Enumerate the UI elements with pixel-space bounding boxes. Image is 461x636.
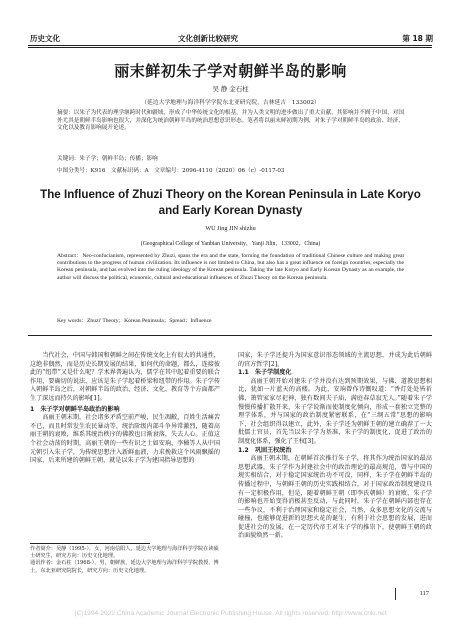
keywords-en: Key words：Zhuzi' Theory；Korean Peninsula；Spread；Influence xyxy=(57,318,212,324)
classification: 中图分类号：K916 文献标识码：A 文章编号：2096-4110（2020）06（c）-0117-03 xyxy=(57,168,285,174)
header-rule-thin xyxy=(28,47,432,48)
footnote-author: 作者简介：吴静（1995-），女，河南信阳人，延边大学地理与海洋科学学院在读硕士研究生，研究方向：历史文化地理。 xyxy=(30,546,219,560)
right-paragraph-1: 国家，朱子学还提升为国家意识形态领域的主流思想，并成为此后朝鲜的官方哲学[2]。 xyxy=(238,352,432,368)
footnote-corresponding-author: 通讯作者：金石柱（1968-），男，朝鲜族，延边大学地理与海洋科学学院教授，博士，东北亚研究院院长，研究方向：历史文化地理。 xyxy=(30,560,219,574)
left-column xyxy=(30,352,220,466)
section-heading-1-2: 1.2 巩固王权统治 xyxy=(238,446,292,454)
right-paragraph-3: 高丽王朝末期，在朝鲜首次推行朱子学，将其作为统治国家的最高思想武器，朱子学作为封建社会中的政治理论的最高规范，曾与中国的规实相结合，对于稳定国家统治功不可没，同样，朱子学在朝鲜半岛的传播过程中，与朝鲜王朝的历史实践相结合，对于国家政治制度建设具有一定积极作用，但是，随着朝鲜王朝（即李氏朝鲜）的衰败，朱子学的影响也开始变得消极甚至反动，与此同时，朱子学在朝鲜内部也存在一些争议，不利于治理国家和稳定社会，当然，众多思想文化的交流与碰撞，也能够促进新的思想火花的诞生，有利于社会思想的发展，进而促进社会的发展，在一定历代帝王对朱子学的推崇下，使朝鲜王朝的政治面貌焕然一新。 xyxy=(238,455,432,540)
header-center: 文化创新比较研究 xyxy=(178,34,238,43)
footnote-rule xyxy=(30,543,150,544)
right-paragraph-2: 高丽王朝开始对建朱子学并没有达到预期效果，与佛、道教思想相比，犹如一片蓝天的高楼。为此，安珦曾作诗慨叹道：“香灯处处皆祈佛，箫管家家尽祀神，独有数间夫子庙，满庭春草寂无人。”随着朱子学慢慢传播扩散开来，朱子学说渐而使制度化倾向，形成一套独立完整的理学体系，并与国家的政治制度紧密联系，在“三纲五常”思想的影响下，社会组织得以建立，此外，朱子学还为朝鲜王朝的建立确荐了一大批儒士官员，首先当以朱子学为基准，朱子学的制度化，促进了政治的制度化体系，强化了王权[3]。 xyxy=(238,377,432,445)
section-heading-1: 1 朱子学对朝鲜半岛政治的影响 xyxy=(30,405,120,413)
right-column xyxy=(238,352,432,541)
header-left: 历史文化 xyxy=(30,34,60,43)
page-number: 117 xyxy=(419,590,429,597)
affiliation-zh: （延边大学地理与海洋科学学院东北亚研究院，吉林延吉 133002） xyxy=(141,100,320,106)
title-en: The Influence of Zhuzi Theory on the Korean Peninsula in Late Koryo and Early Korean Dynasty xyxy=(40,188,421,217)
abstract-zh: 摘要：以朱子为代表的理学继跨时代和疆域，形成了中华传统文化的根基，并为人类文明的进步做出了重大贡献，其影响并不囿于中国，对国外尤其是朝鲜半岛影响也很大，并深化为统治朝鲜半岛的统治思想意识形态。笔者将以丽末鲜初期为例，对朱子学对朝鲜半岛的政治、经济、文化以及教育影响展开论述。 xyxy=(57,110,404,132)
abstract-en: Abstract：Neo-confucianism, represented by Zhuzi, spans the era and the state, forming the foundation of traditional Chinese culture and making great contributions to the progress of human civilization. Its influence is not limited to China, but also has a great influence on foreign countries, especially the Korean peninsula, and has evolved into the ruling ideology of the Korean peninsula. Taking the late Koryo and Early Korean Dynasty as an example, the author will discuss the political, economic, cultural and educational influences of Zhuzi Theory on the Korean peninsula. xyxy=(57,253,404,281)
copyright-footer: (C)1994-2022 China Academic Journal Electronic Publishing House. All rights reserved. http://www.cnki.net xyxy=(74,610,387,617)
section-rule xyxy=(28,335,432,336)
authors-zh: 吴 静 金石柱 xyxy=(212,85,249,93)
footnote xyxy=(30,546,220,575)
affiliation-en: (Geographical College of Yanbian University，Yanji Jilin，133002，China) xyxy=(140,241,321,247)
keywords-zh: 关键词：朱子学；朝鲜半岛；传播；影响 xyxy=(57,156,158,162)
header-rule xyxy=(28,45,432,46)
title-zh: 丽末鲜初朱子学对朝鲜半岛的影响 xyxy=(114,62,347,80)
page-number-box xyxy=(395,588,432,600)
left-paragraph-2: 高丽王朝末期，社会诸多矛盾空前严峻，民生凋敝，百姓生活痛苦不已，而且时常发生农民暴动等，统治阶级内部斗争异常激烈，随着高丽王朝的衰败，维系其统治秩序的佛教也日渐衰落，失去人心。正值这个社会动荡的时期，高丽王朝的一些有识之士如安珦、李穑等人从中国元朝引入朱子学，为传统思想注入新鲜血液，力求挽救这个风雨飘摇的国家，后来所建的朝鲜王朝，就是以朱子学为建国指导思想的 xyxy=(30,414,220,465)
authors-en: WU Jing JIN shizhu xyxy=(205,225,256,232)
left-paragraph-1: 当代社会，中国与韩国和朝鲜之间在传统文化上有很大的共通性，这绝非偶然，而是历史长期发展的结果，如何代的命题，都么，连接彼此的“纽带”又是什么呢？学术界普遍认为，儒学在其中起着重要的联合作用，要确切的说法，应该是朱子学起着桥梁和纽带的作用。朱子学传入朝鲜半岛之后，对朝鲜半岛的政治、经济、文化、教育等个方面都产生了深远而持久的影响[1]。 xyxy=(30,352,220,402)
header-right: 第 18 期 xyxy=(402,34,433,43)
section-heading-1-1: 1.1 朱子学制度化 xyxy=(238,369,292,377)
